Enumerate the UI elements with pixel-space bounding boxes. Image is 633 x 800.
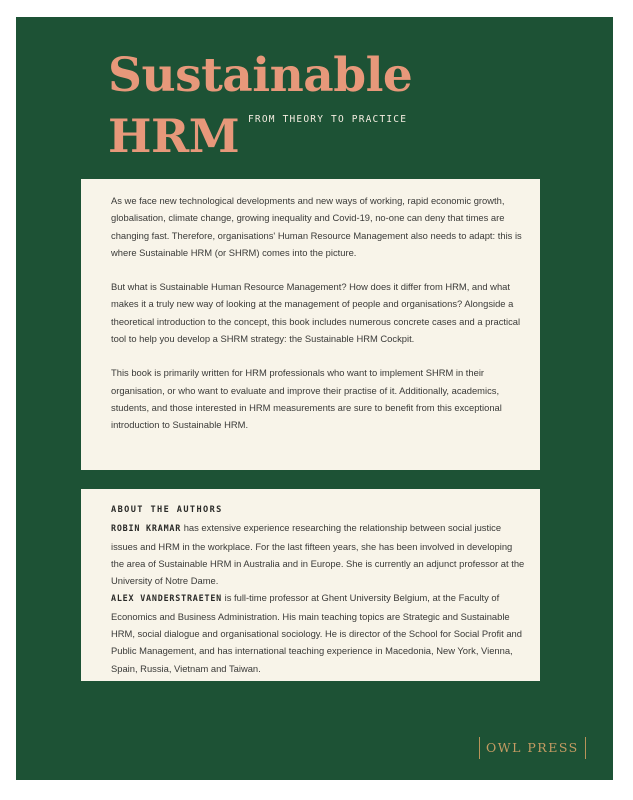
book-back-cover bbox=[16, 17, 613, 780]
blurb-paragraph-3: This book is primarily written for HRM professionals who want to implement SHRM in their organisation, or who want to evaluate and improve their practise of it. Additionally, academics, students, and those interested in HRM measurements are sure to benefit from this exceptional introduction to Sustainable HRM. bbox=[111, 367, 502, 431]
book-title-line-1: Sustainable bbox=[108, 48, 413, 103]
author-1-entry bbox=[111, 519, 526, 589]
blurb-panel bbox=[81, 179, 540, 470]
blurb-paragraph-1: As we face new technological developments and new ways of working, rapid economic growth, globalisation, climate change, growing inequality and Covid-19, no-one can deny that times are changing fast. Therefore, organisations' Human Resource Management also needs to adapt: this is where Sustainable HRM (or SHRM) comes into the picture. bbox=[111, 195, 522, 258]
book-title-line-2: HRM bbox=[108, 109, 240, 163]
author-1-name: ROBIN KRAMAR bbox=[111, 523, 182, 534]
author-2-name: ALEX VANDERSTRAETEN bbox=[111, 593, 223, 604]
author-2-bio: is full-time professor at Ghent University Belgium, at the Faculty of Economics and Business Administration. His main teaching topics are Strategic and Sustainable HRM, social dialogue and organisational sociology. He is director of the School for Social Profit and Public Management, and has international teaching experience in Macedonia, New York, Vienna, Spain, Russia, Vietnam and Taiwan. bbox=[111, 592, 522, 674]
publisher-logo: OWL PRESS bbox=[479, 737, 586, 759]
author-1-bio: has extensive experience researching the relationship between social justice issues and HRM in the workplace. For the last fifteen years, she has been involved in developing the area of Sustainable HRM in Australia and in Europe. She is currently an adjunct professor at the University of Notre Dame. bbox=[111, 522, 525, 587]
blurb-paragraph-2: But what is Sustainable Human Resource Management? How does it differ from HRM, and what makes it a truly new way of looking at the management of people and organisations? Alongside a theoretical introduction to the concept, this book includes numerous concrete cases and a practical tool to help you develop a SHRM strategy: the Sustainable HRM Cockpit. bbox=[111, 281, 521, 345]
author-2-entry bbox=[111, 589, 526, 676]
about-authors-heading: ABOUT THE AUTHORS bbox=[111, 505, 223, 515]
about-authors-panel bbox=[81, 489, 540, 681]
book-subtitle: FROM THEORY TO PRACTICE bbox=[248, 114, 408, 125]
